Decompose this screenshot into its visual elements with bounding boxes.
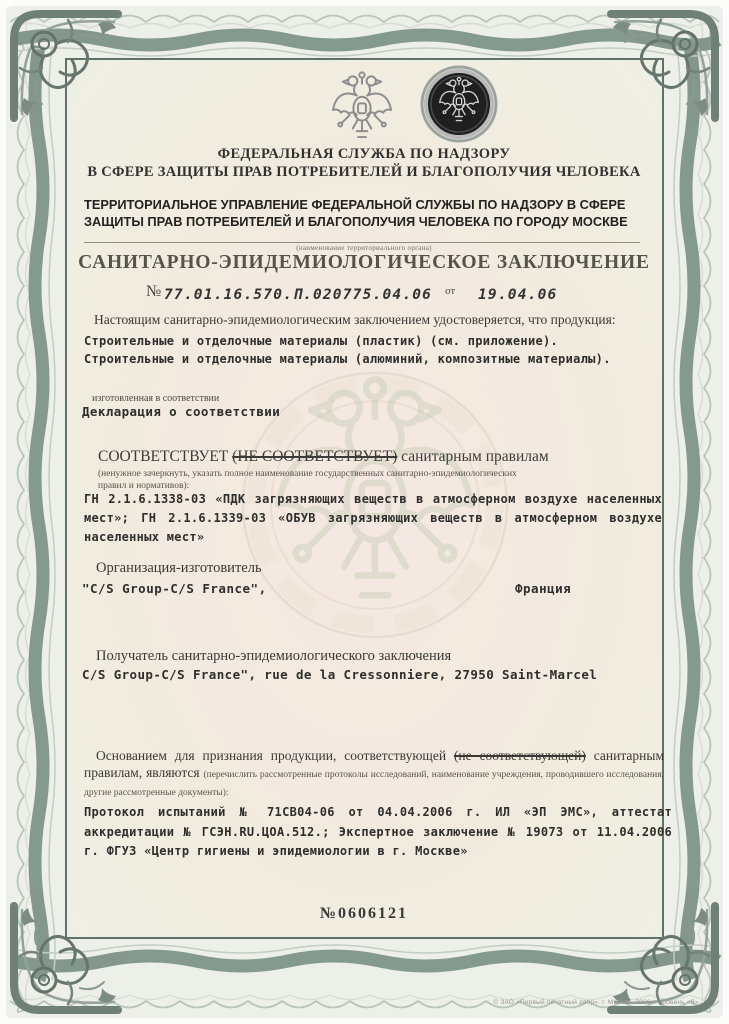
product-line-2: Строительные и отделочные материалы (алюминий, композитные материалы). [84,352,611,366]
basis-footnote: (перечислить рассмотренные протоколы исследований, наименование учреждения, проводившего исследования, другие рассмотренные документы): [84,769,664,798]
printer-imprint: © ЗАО «Первый печатный двор». г. Москва. 2006 г. Уровень «В». [493,999,701,1006]
certificate-content [68,62,672,936]
conformity-complies: СООТВЕТСТВУЕТ [98,448,233,465]
certificate-date: 19.04.06 [478,287,558,303]
territorial-caption: (наименование территориального органа) [296,244,432,252]
number-from-label: от [445,285,456,297]
basis-intro: Основанием для признания продукции, соответствующей [96,748,454,763]
basis-paragraph [84,748,664,802]
manufacturer-label: Организация-изготовитель [96,560,262,576]
basis-continue: санитарным правилам, являются [84,748,664,780]
recipient-label: Получатель санитарно-эпидемиологического заключения [96,648,452,664]
conformity-struck-option: (НЕ СООТВЕТСТВУЕТ) [232,448,398,465]
sanitary-rules-list: ГН 2.1.6.1338-03 «ПДК загрязняющих веществ в атмосферном воздухе населенных мест»; ГН 2.1.6.1339-03 «ОБУВ загрязняющих веществ в атмосферном воздухе населенных мест» [84,492,662,544]
document-title: САНИТАРНО-ЭПИДЕМИОЛОГИЧЕСКОЕ ЗАКЛЮЧЕНИЕ [78,252,650,273]
conformity-footnote: (ненужное зачеркнуть, указать полное наименование государственных санитарно-эпидемиологических правил и нормативов): [98,469,517,491]
certificate-number: 77.01.16.570.П.020775.04.06 [164,287,433,303]
certification-statement: Настоящим санитарно-эпидемиологическим заключением удостоверяется, что продукция: [94,312,616,327]
manufactured-value: Декларация о соответствии [82,404,281,419]
blank-serial-number: №0606121 [319,905,409,922]
federal-service-line2: В СФЕРЕ ЗАЩИТЫ ПРАВ ПОТРЕБИТЕЛЕЙ И БЛАГОПОЛУЧИЯ ЧЕЛОВЕКА [87,164,641,180]
recipient-address: C/S Group-C/S France", rue de la Cressonniere, 27950 Saint-Marcel [82,667,598,682]
number-sign: № [146,283,162,300]
conformity-rules-label: санитарным правилам [397,448,549,465]
manufactured-caption: изготовленная в соответствии [92,393,220,404]
territorial-authority-name: ТЕРРИТОРИАЛЬНОЕ УПРАВЛЕНИЕ ФЕДЕРАЛЬНОЙ СЛУЖБЫ ПО НАДЗОРУ В СФЕРЕ ЗАЩИТЫ ПРАВ ПОТРЕБИТЕЛЕЙ И БЛАГОПОЛУЧИЯ ЧЕЛОВЕКА ПО ГОРОДУ МОСКВЕ [84,197,628,229]
federal-service-line1: ФЕДЕРАЛЬНАЯ СЛУЖБА ПО НАДЗОРУ [217,146,511,162]
conformity-statement [98,448,549,466]
product-line-1: Строительные и отделочные материалы (пластик) (см. приложение). [84,334,559,348]
manufacturer-country: Франция [515,581,572,596]
territorial-underline [84,242,640,243]
manufacturer-name: "C/S Group-C/S France", [82,581,267,596]
supporting-documents: Протокол испытаний № 71СВ04-06 от 04.04.2006 г. ИЛ «ЭП ЭМС», аттестат аккредитации № ГСЭН.RU.ЦОА.512.; Экспертное заключение № 19073 от 11.04.2006 г. ФГУЗ «Центр гигиены и эпидемиологии в г. Москве» [84,805,672,858]
basis-struck-option: (не соответствующей) [453,748,586,763]
